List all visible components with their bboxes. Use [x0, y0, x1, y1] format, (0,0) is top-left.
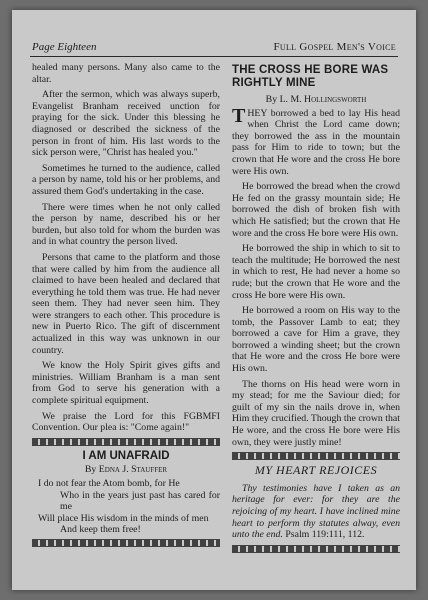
article-paragraph: He borrowed the ship in which to sit to teach the multitude; He borrowed the nest in which to rest, He had never a home so rude; but the crown that He wore and the cross He bore were His own. — [232, 243, 400, 301]
article-paragraph: We know the Holy Spirit gives gifts and ministries. William Branham is a man sent from God to serve his generation with a complete spiritual equipment. — [32, 360, 220, 407]
ornamental-divider — [32, 438, 220, 446]
scripture-reference: Psalm 119:111, 112. — [285, 529, 365, 541]
poem-line: And keep them free! — [60, 524, 141, 536]
publication-title: Full Gospel Men's Voice — [273, 41, 396, 53]
byline-prefix: By — [84, 464, 97, 476]
article-paragraph: healed many persons. Many also came to the altar. — [32, 62, 220, 85]
poem-line: Will place His wisdom in the minds of men — [38, 512, 209, 524]
article-paragraph: After the sermon, which was always superb, Evangelist Branham received unction for praying for the sick. Under this blessing he diagnosed or described the sickness of the person in front of him. His last words to the sick person were, "Christ has healed you." — [32, 89, 220, 159]
ornamental-divider — [232, 452, 400, 460]
scripture-text — [232, 483, 400, 541]
poem-body — [38, 478, 220, 536]
drop-cap: T — [232, 104, 246, 127]
magazine-page — [12, 10, 416, 590]
article-paragraph: There were times when he not only called the person by name, described his or her burden, but also told for whom the burden was and in what country the person lived. — [32, 201, 220, 248]
left-column — [32, 62, 220, 552]
page-header — [30, 40, 398, 57]
article-paragraph: He borrowed the bread when the crowd He fed on the grassy mountain side; He borrowed the dish of broken fish with which He satisfied; but the crown that He wore and the cross He bore were His own. — [232, 181, 400, 239]
article-author: L. M. Hollingsworth — [279, 94, 367, 105]
right-column — [232, 62, 400, 558]
ornamental-divider — [232, 545, 400, 553]
article-paragraph — [232, 104, 400, 178]
article-byline — [232, 94, 400, 106]
poem-line: I do not fear the Atom bomb, for He — [38, 478, 180, 489]
page-number: Page Eighteen — [32, 41, 97, 53]
scripture-box-title: MY HEART REJOICES — [254, 463, 378, 478]
article-paragraph-text: HEY borrowed a bed to lay His head when Christ the Lord came down; they borrowed the ass in the mountain pass for Him to ride to town; but the crown that He wore and the cross He bore were His own. — [232, 107, 400, 177]
article-paragraph: The thorns on His head were worn in my stead; for me the Saviour died; for guilt of my sin the nails drove in, when Him they crucified. Though the crown that He wore, and the cross He bore were His own, they were justly mine! — [232, 378, 400, 448]
article-paragraph: Sometimes he turned to the audience, called a person by name, told his or her problems, and assured them God's undertaking in the case. — [32, 162, 220, 197]
byline-prefix: By — [265, 94, 278, 105]
article-paragraph: We praise the Lord for this FGBMFI Convention. Our plea is: "Come again!" — [32, 410, 220, 434]
article-title: THE CROSS HE BORE WAS RIGHTLY MINE — [232, 64, 389, 89]
scripture-quote: Thy testimonies have I taken as an heritage for ever: for they are the rejoicing of my heart. I have inclined mine heart to perform thy statutes alway, even unto the end. — [232, 482, 400, 541]
poem-line: Who in the years just past has cared for me — [60, 489, 220, 513]
ornamental-divider — [32, 539, 220, 547]
poem-author: Edna J. Stauffer — [98, 464, 168, 476]
poem-byline — [32, 464, 220, 476]
article-paragraph: Persons that came to the platform and those that were called by him from the audience all claimed to have been healed and declared that everything he told them was true. He had never seen them. They had never seen him. They were strangers to each other. This procedure is new in Puerto Rico. The gift of discernment actualized in this way was unknown in our country. — [32, 251, 220, 356]
article-paragraph: He borrowed a room on His way to the tomb, the Passover Lamb to eat; they borrowed a cave for Him a grave, they borrowed a winding sheet; but the crown that He wore and the cross He bore were His own. — [232, 305, 400, 375]
poem-title: I AM UNAFRAID — [82, 449, 170, 462]
